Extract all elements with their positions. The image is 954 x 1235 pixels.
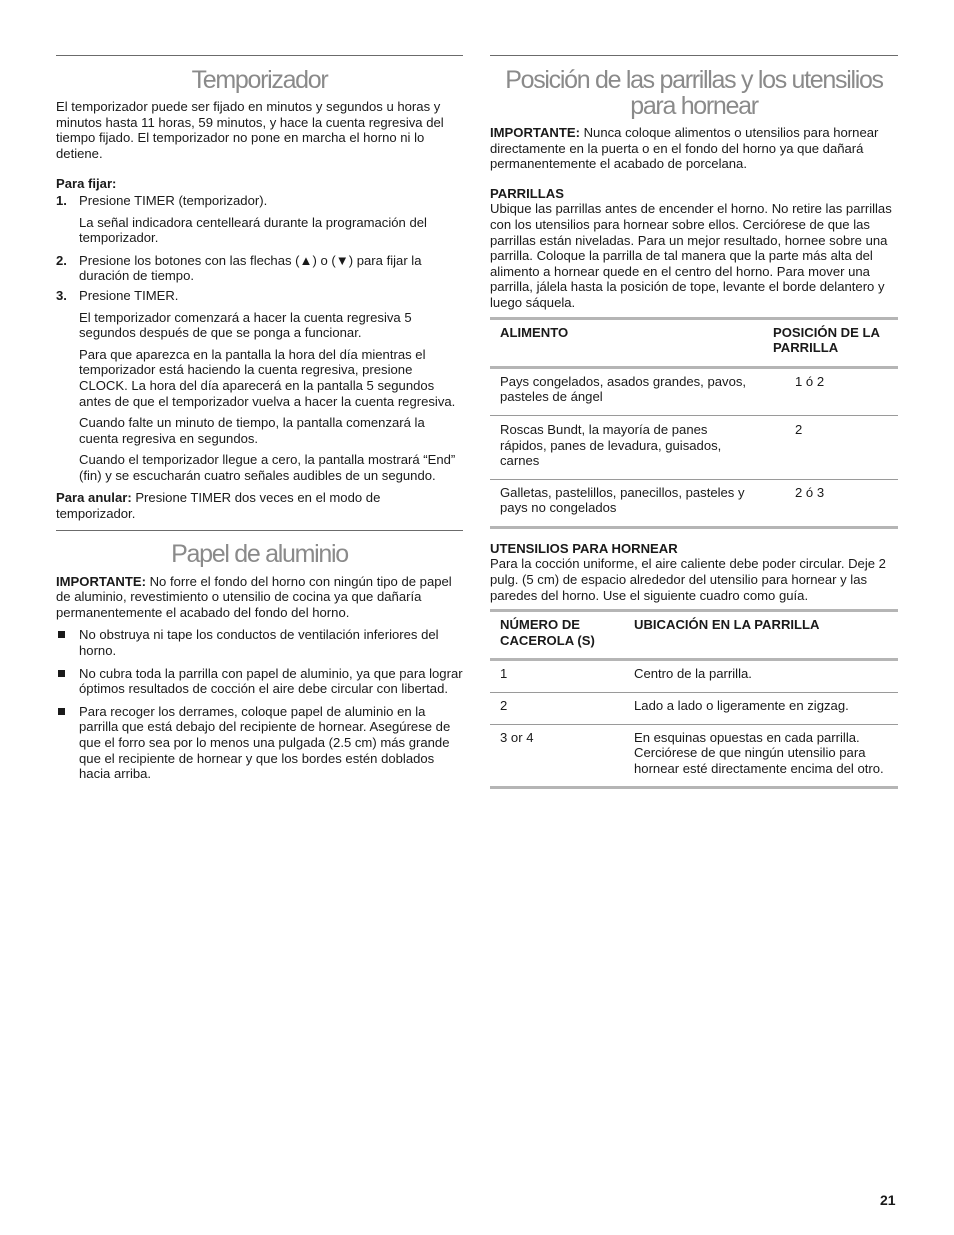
table-row bbox=[490, 415, 898, 479]
papel-bullets bbox=[56, 627, 463, 781]
list-item bbox=[56, 666, 463, 697]
section-divider bbox=[490, 55, 898, 56]
table-cell: 2 bbox=[795, 421, 803, 437]
table-row bbox=[490, 479, 898, 527]
para-fijar-heading: Para fijar: bbox=[56, 176, 117, 192]
utensilios-heading: UTENSILIOS PARA HORNEAR bbox=[490, 540, 678, 556]
table-row bbox=[490, 724, 898, 788]
step-note: Cuando el temporizador llegue a cero, la pantalla mostrará “End” (fin) y se escucharán cuatro señales audibles de un segundo. bbox=[79, 452, 456, 483]
table-cell: 2 bbox=[500, 698, 508, 714]
timer-step bbox=[56, 288, 463, 484]
para-anular-label: Para anular: bbox=[56, 490, 132, 506]
bullet-square-icon bbox=[58, 631, 65, 638]
table-row bbox=[490, 660, 898, 693]
table-cell: En esquinas opuestas en cada parrilla. Cerciórese de que ningún utensilio para hornear esté directamente encima del otro. bbox=[634, 729, 884, 776]
para-anular bbox=[56, 490, 463, 521]
table-cell: Centro de la parrilla. bbox=[634, 666, 752, 682]
list-item bbox=[56, 627, 463, 658]
step-note: La señal indicadora centelleará durante la programación del temporizador. bbox=[79, 214, 427, 246]
papel-importante bbox=[56, 574, 463, 621]
para-anular-text: Presione TIMER dos veces en el modo de temporizador. bbox=[56, 490, 381, 522]
importante-label: IMPORTANTE: bbox=[56, 573, 146, 589]
posicion-title: Posición de las parrillas y los utensilios para hornear bbox=[505, 66, 883, 120]
table-cell: 2 ó 3 bbox=[795, 484, 825, 500]
right-column bbox=[490, 55, 898, 789]
table-header-row bbox=[490, 318, 898, 367]
table-row bbox=[490, 367, 898, 415]
parrillas-heading: PARRILLAS bbox=[490, 185, 564, 201]
column-header: UBICACIÓN EN LA PARRILLA bbox=[634, 617, 820, 633]
step-text: Presione TIMER. bbox=[79, 287, 179, 303]
column-header: ALIMENTO bbox=[500, 324, 569, 340]
step-text: Presione TIMER (temporizador). bbox=[79, 192, 268, 208]
table-header-row bbox=[490, 611, 898, 660]
step-number: 3. bbox=[56, 287, 67, 303]
table-cell: Galletas, pastelillos, panecillos, pasteles y pays no congelados bbox=[500, 484, 745, 516]
step-number: 2. bbox=[56, 252, 67, 268]
list-item-text: No obstruya ni tape los conductos de ventilación inferiores del horno. bbox=[79, 627, 439, 659]
left-column bbox=[56, 55, 463, 782]
importante-text: No forre el fondo del horno con ningún tipo de papel de aluminio, revestimiento o utensilio de cocina ya que dañaría permanentemente el acabado del fondo del horno. bbox=[56, 573, 452, 620]
posicion-importante bbox=[490, 125, 898, 172]
temporizador-title: Temporizador bbox=[191, 66, 328, 94]
table-cell: 1 ó 2 bbox=[795, 373, 825, 389]
importante-text: Nunca coloque alimentos o utensilios para hornear directamente en la puerta o en el fondo del horno ya que dañará permanentemente el acabado de porcelana. bbox=[490, 125, 879, 172]
list-item-text: Para recoger los derrames, coloque papel de aluminio en la parrilla que está debajo del recipiente de hornear. Asegúrese de que el forro sea por lo menos una pulgada (2.5 cm) más grande que el recipiente de hornear y que los bordes estén doblados hacia arriba. bbox=[79, 703, 451, 782]
section-divider bbox=[56, 55, 463, 56]
step-text: Presione los botones con las flechas (▲) o (▼) para fijar la duración de tiempo. bbox=[79, 252, 422, 284]
table-cell: 3 or 4 bbox=[500, 729, 534, 745]
section-divider bbox=[56, 530, 463, 531]
utensilios-text: Para la cocción uniforme, el aire caliente debe poder circular. Deje 2 pulg. (5 cm) de espacio alrededor del utensilio para hornear y las paredes del horno. Use el siguiente cuadro como guía. bbox=[490, 556, 886, 603]
temporizador-intro: El temporizador puede ser fijado en minutos y segundos u horas y minutos hasta 11 horas, 59 minutos, y hace la cuenta regresiva del tiempo fijado. El temporizador no pone en marcha el horno ni lo detiene. bbox=[56, 99, 444, 161]
bullet-square-icon bbox=[58, 670, 65, 677]
step-note: El temporizador comenzará a hacer la cuenta regresiva 5 segundos después de que se ponga a funcionar. bbox=[79, 309, 412, 341]
rack-position-table bbox=[490, 317, 898, 529]
column-header: POSICIÓN DE LA PARRILLA bbox=[773, 324, 880, 356]
table-cell: 1 bbox=[500, 666, 508, 682]
table-cell: Roscas Bundt, la mayoría de panes rápidos, panes de levadura, guisados, carnes bbox=[500, 421, 722, 469]
list-item bbox=[56, 704, 463, 782]
column-header: NÚMERO DE CACEROLA (S) bbox=[500, 617, 595, 648]
bullet-square-icon bbox=[58, 708, 65, 715]
page-number: 21 bbox=[880, 1192, 896, 1208]
table-cell: Lado a lado o ligeramente en zigzag. bbox=[634, 698, 849, 714]
pan-placement-table bbox=[490, 609, 898, 789]
step-number: 1. bbox=[56, 192, 67, 208]
table-cell: Pays congelados, asados grandes, pavos, pasteles de ángel bbox=[500, 373, 747, 405]
importante-label: IMPORTANTE: bbox=[490, 125, 580, 140]
parrillas-text: Ubique las parrillas antes de encender el horno. No retire las parrillas con los utensilios para hornear sobre ellos. Cerciórese de que las parrillas están niveladas. Para un mejor resultado, hornee sobre una parrilla. Coloque la parrilla de tal manera que la parte más alta del alimento a hornear quede en el centro del horno. Para mover una parrilla, jálela hasta la posición de tope, levante el borde delantero y luego sáquela. bbox=[490, 201, 892, 310]
timer-step bbox=[56, 253, 463, 284]
list-item-text: No cubra toda la parrilla con papel de aluminio, ya que para lograr óptimos resultados de cocción el aire debe circular con libertad. bbox=[79, 665, 463, 697]
papel-title: Papel de aluminio bbox=[171, 539, 348, 568]
step-note: Para que aparezca en la pantalla la hora del día mientras el temporizador está haciendo la cuenta regresiva, presione CLOCK. La hora del día aparecerá en la pantalla 5 segundos antes de que el temporizador vuelva a hacer la cuenta regresiva. bbox=[79, 346, 456, 409]
timer-step bbox=[56, 193, 463, 246]
step-note: Cuando falte un minuto de tiempo, la pantalla comenzará la cuenta regresiva en segundos. bbox=[79, 415, 425, 446]
table-row bbox=[490, 693, 898, 725]
timer-steps bbox=[56, 193, 463, 484]
